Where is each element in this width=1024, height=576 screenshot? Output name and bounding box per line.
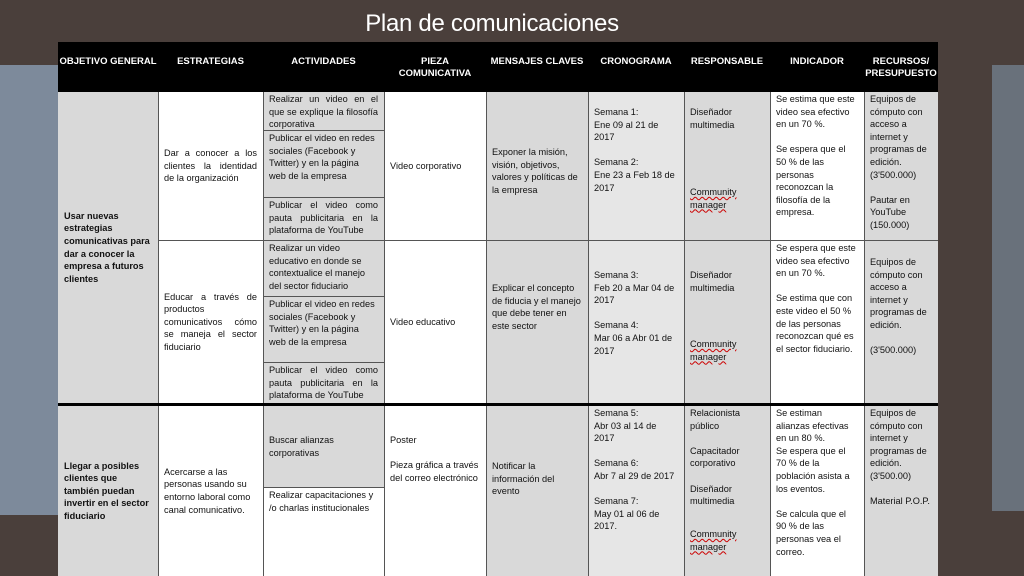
r3-indicador: Se estiman alianzas efectivas en un 80 %. Se espera que el 70 % de la población asista a los eventos. Se calcula que el 90 % de las personas vea el correo.: [776, 408, 850, 557]
slide-title: Plan de comunicaciones: [365, 10, 619, 37]
header-estrategias: ESTRATEGIAS: [158, 42, 263, 92]
r3-responsable-last: Community manager: [690, 529, 737, 552]
r2-cronograma: Semana 3: Feb 20 a Mar 04 de 2017 Semana 4: Mar 06 a Abr 01 de 2017: [594, 270, 675, 356]
r2-responsable-1: Diseñador multimedia: [690, 270, 735, 293]
r2-actividad-2: Publicar el video en redes sociales (Facebook y Twitter) y en la página web de la empresa: [269, 299, 375, 347]
r2-actividad-3: Publicar el video como pauta publicitaria en la plataforma de YouTube: [269, 365, 378, 401]
r3-pieza: Poster Pieza gráfica a través del correo electrónico: [390, 435, 479, 483]
r3-recursos: Equipos de cómputo con internet y programas de edición. (3'500.00) Material P.O.P.: [870, 408, 930, 507]
r1-mensaje: Exponer la misión, visión, objetivos, valores y políticas de la empresa: [492, 147, 578, 195]
r3-actividad-1: Buscar alianzas corporativas: [269, 434, 334, 458]
r2-indicador: Se espera que este video sea efectivo en un 70 %. Se estima que con este video el 50 % de las personas reconozcan qué es el sector fiduciario.: [776, 243, 856, 354]
r3-mensaje: Notificar la información del evento: [492, 461, 555, 497]
r2-recursos: Equipos de cómputo con acceso a internet y programas de edición. (3'500.000): [870, 257, 927, 356]
r1-indicador: Se estima que este video sea efectivo en un 70 %. Se espera que el 50 % de las personas reconozcan la filosofía de la empresa.: [776, 94, 855, 218]
r1-recursos: Equipos de cómputo con acceso a internet y programas de edición. (3'500.000) Pautar en YouTube (150.000): [870, 94, 927, 230]
header-objetivo: OBJETIVO GENERAL: [58, 42, 158, 92]
r1-cronograma: Semana 1: Ene 09 al 21 de 2017 Semana 2: Ene 23 a Feb 18 de 2017: [594, 107, 675, 193]
r1-responsable-1: Diseñador multimedia: [690, 107, 735, 130]
left-background-panel: [0, 65, 58, 515]
r3-actividad-2: Realizar capacitaciones y /o charlas institucionales: [269, 490, 374, 513]
r3-cronograma: Semana 5: Abr 03 al 14 de 2017 Semana 6: Abr 7 al 29 de 2017 Semana 7: May 01 al 06 de 2017.: [594, 408, 675, 532]
r1-estrategia: Dar a conocer a los clientes la identidad de la organización: [164, 148, 257, 184]
r1-actividad-3: Publicar el video como pauta publicitaria en la plataforma de YouTube: [269, 200, 378, 236]
r2-estrategia: Educar a través de productos comunicativos cómo se maneja el sector fiduciario: [164, 291, 257, 352]
r1-actividad-1: Realizar un video en el que se explique la filosofía corporativa: [269, 94, 378, 130]
r1-pieza: Video corporativo: [390, 160, 462, 171]
header-pieza: PIEZA COMUNICATIVA: [384, 42, 486, 92]
right-background-panel: [992, 65, 1024, 511]
header-indicador: INDICADOR: [770, 42, 864, 92]
objective-1: Usar nuevas estrategias comunicativas para dar a conocer la empresa a futuros clientes: [64, 210, 150, 284]
r3-responsable: Relacionista público Capacitador corporativo Diseñador multimedia: [690, 408, 741, 507]
header-mensajes: MENSAJES CLAVES: [486, 42, 588, 92]
objective-2: Llegar a posibles clientes que también puedan invertir en el sector fiduciario: [64, 460, 149, 521]
header-cronograma: CRONOGRAMA: [588, 42, 684, 92]
r2-pieza: Video educativo: [390, 316, 456, 327]
r1-responsable-2: Community manager: [690, 187, 737, 210]
r2-responsable-2: Community manager: [690, 339, 737, 362]
header-responsable: RESPONSABLE: [684, 42, 770, 92]
r2-actividad-1: Realizar un video educativo en donde se contextualice el manejo del sector fiduciario: [269, 243, 366, 291]
r2-mensaje: Explicar el concepto de fiducia y el manejo que debe tener en este sector: [492, 283, 581, 331]
r3-estrategia: Acercarse a las personas usando su entorno laboral como canal comunicativo.: [164, 466, 251, 515]
header-recursos: RECURSOS/ PRESUPUESTO: [864, 42, 938, 92]
communication-plan-table: [58, 42, 938, 576]
r1-actividad-2: Publicar el video en redes sociales (Facebook y Twitter) y en la página web de la empresa: [269, 133, 375, 181]
header-actividades: ACTIVIDADES: [263, 42, 384, 92]
